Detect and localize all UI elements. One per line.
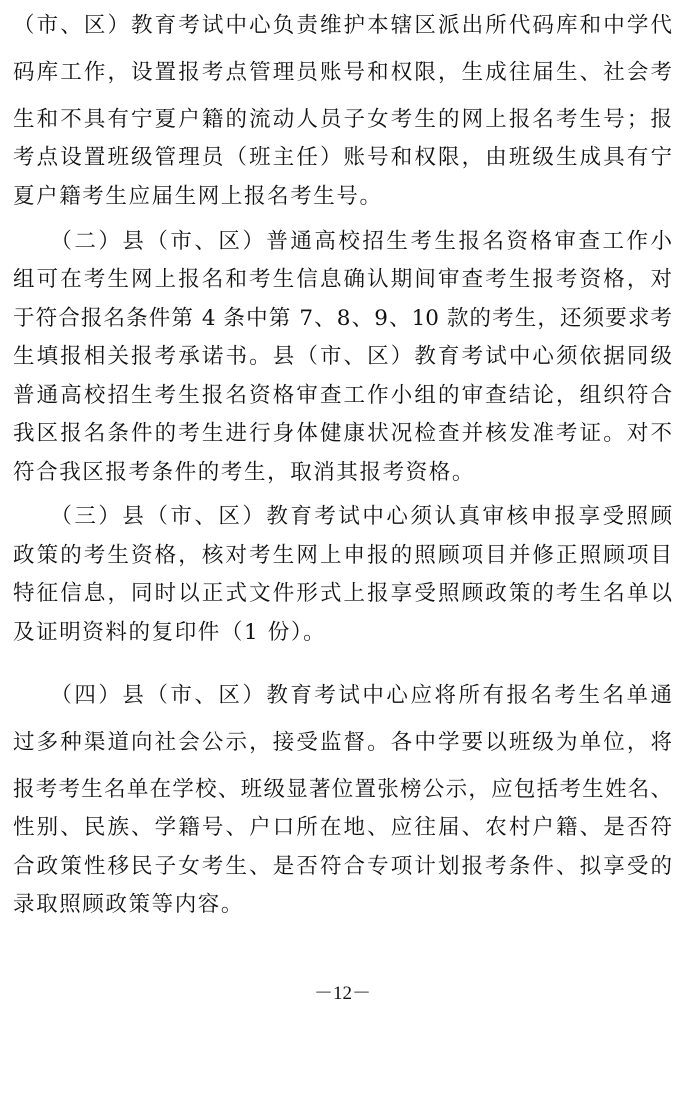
text-line: 过多种渠道向社会公示，接受监督。各中学要以班级为单位，将	[13, 730, 672, 755]
text-line: 生和不具有宁夏户籍的流动人员子女考生的网上报名考生号；报	[13, 107, 672, 132]
text-line: 组可在考生网上报名和考生信息确认期间审查考生报考资格，对	[13, 267, 672, 292]
text-line: 夏户籍考生应届生网上报名考生号。	[13, 184, 383, 209]
text-line: 录取照顾政策等内容。	[13, 892, 245, 917]
text-line: 于符合报名条件第 4 条中第 7、8、9、10 款的考生，还须要求考	[13, 306, 672, 331]
text-line: 生填报相关报考承诺书。县（市、区）教育考试中心须依据同级	[13, 344, 672, 369]
text-line: 特征信息，同时以正式文件形式上报享受照顾政策的考生名单以	[13, 581, 672, 606]
text-line: 报考考生名单在学校、班级显著位置张榜公示，应包括考生姓名、	[13, 777, 672, 802]
text-line: （二）县（市、区）普通高校招生考生报名资格审查工作小	[13, 229, 672, 254]
text-line: 性别、民族、学籍号、户口所在地、应往届、农村户籍、是否符	[13, 815, 672, 840]
text-line: 码库工作，设置报考点管理员账号和权限，生成往届生、社会考	[13, 60, 672, 85]
text-line: 政策的考生资格，核对考生网上申报的照顾项目并修正照顾项目	[13, 543, 672, 568]
text-line: 考点设置班级管理员（班主任）账号和权限，由班级生成具有宁	[13, 145, 672, 170]
text-line: （三）县（市、区）教育考试中心须认真审核申报享受照顾	[13, 504, 672, 529]
text-line: 及证明资料的复印件（1 份）。	[13, 620, 327, 645]
text-line: 合政策性移民子女考生、是否符合专项计划报考条件、拟享受的	[13, 854, 672, 879]
text-line: 我区报名条件的考生进行身体健康状况检查并核发准考证。对不	[13, 421, 672, 446]
text-line: （四）县（市、区）教育考试中心应将所有报名考生名单通	[13, 683, 672, 708]
text-line: （市、区）教育考试中心负责维护本辖区派出所代码库和中学代	[13, 13, 672, 38]
page-number: －12－	[313, 983, 371, 1004]
text-line: 普通高校招生考生报名资格审查工作小组的审查结论，组织符合	[13, 383, 672, 408]
text-line: 符合我区报考条件的考生，取消其报考资格。	[13, 460, 476, 485]
